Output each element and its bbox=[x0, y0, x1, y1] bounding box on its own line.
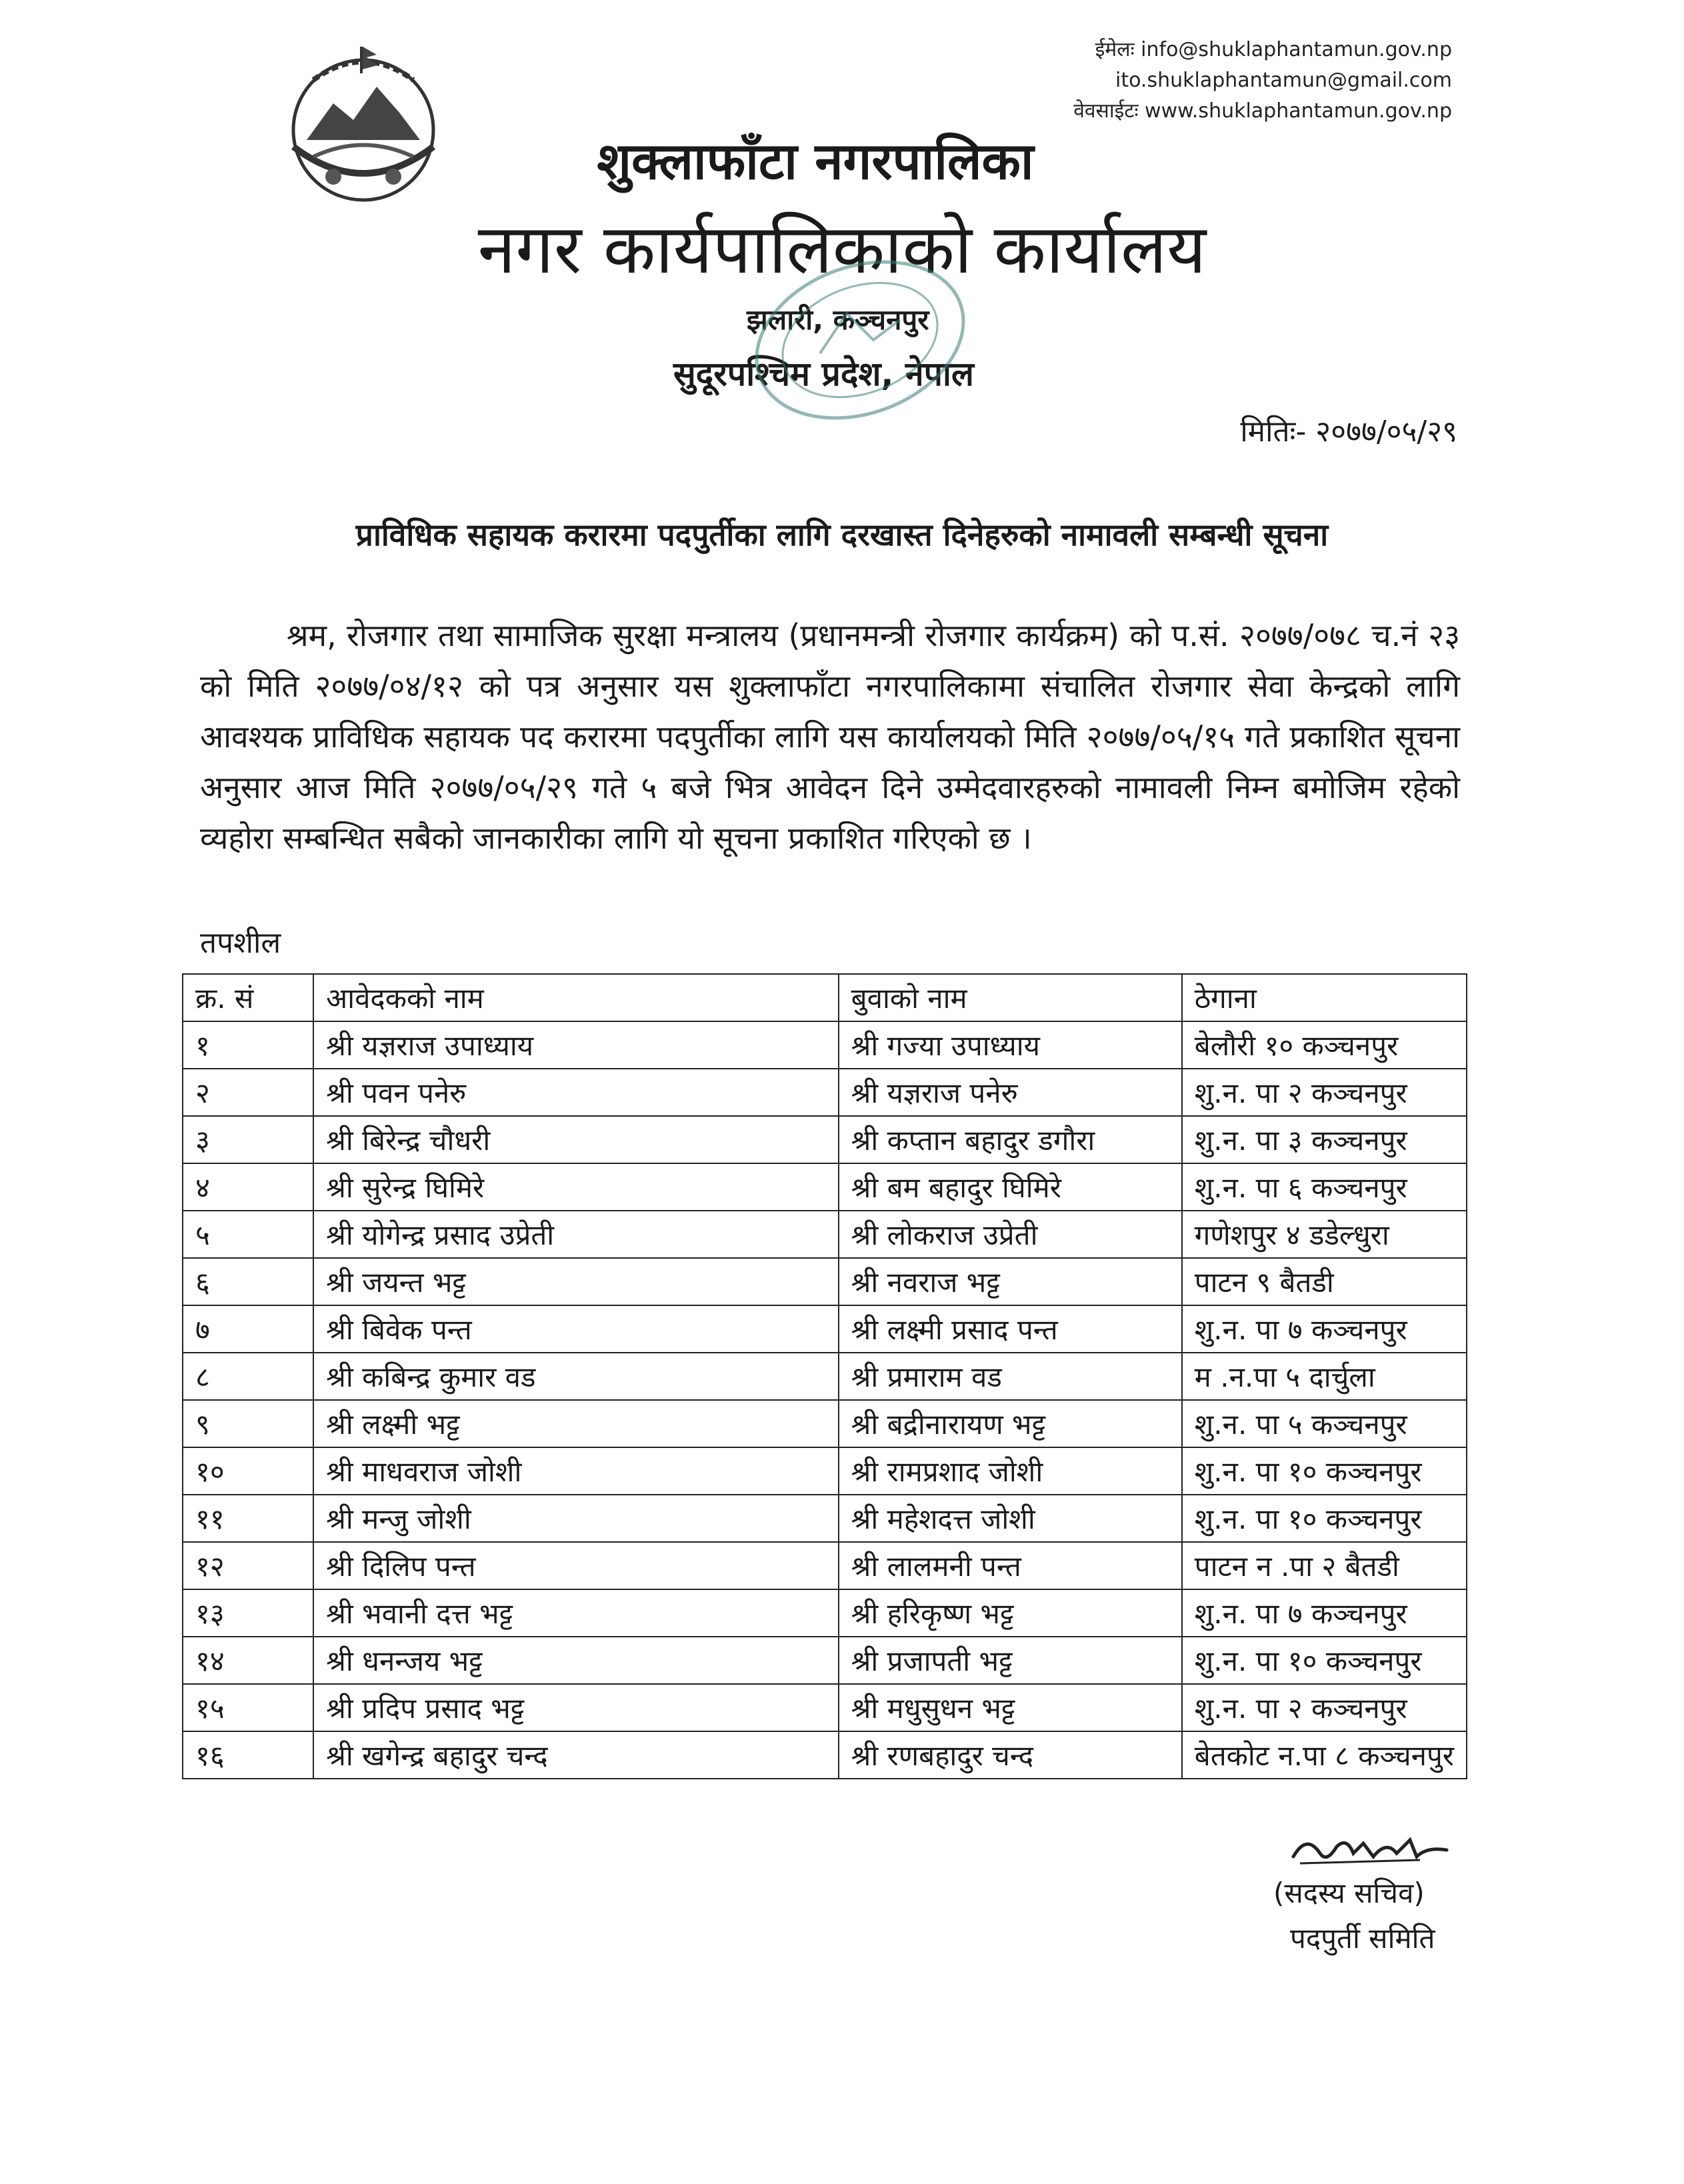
header-serial: क्र. सं bbox=[183, 974, 313, 1021]
office-title: नगर कार्यपालिकाको कार्यालय bbox=[477, 210, 1207, 289]
address-cell: म .न.पा ५ दार्चुला bbox=[1182, 1353, 1467, 1400]
serial-cell: १४ bbox=[183, 1637, 313, 1684]
serial-cell: ८ bbox=[183, 1353, 313, 1400]
applicant-cell: श्री माधवराज जोशी bbox=[313, 1447, 838, 1495]
applicant-cell: श्री बिवेक पन्त bbox=[313, 1305, 838, 1353]
serial-cell: २ bbox=[183, 1069, 313, 1116]
serial-cell: ९ bbox=[183, 1400, 313, 1447]
applicants-table bbox=[182, 973, 1467, 1779]
applicant-cell: श्री प्रदिप प्रसाद भट्ट bbox=[313, 1684, 838, 1731]
serial-cell: ६ bbox=[183, 1258, 313, 1305]
father-cell: श्री लोकराज उप्रेती bbox=[839, 1211, 1182, 1258]
father-cell: श्री हरिकृष्ण भट्ट bbox=[839, 1589, 1182, 1637]
table-row bbox=[183, 1637, 1467, 1684]
table-row bbox=[183, 1163, 1467, 1211]
table-row bbox=[183, 1589, 1467, 1637]
father-cell: श्री प्रमाराम वड bbox=[839, 1353, 1182, 1400]
table-row bbox=[183, 1116, 1467, 1163]
serial-cell: १५ bbox=[183, 1684, 313, 1731]
applicant-cell: श्री लक्ष्मी भट्ट bbox=[313, 1400, 838, 1447]
applicant-cell: श्री सुरेन्द्र घिमिरे bbox=[313, 1163, 838, 1211]
contact-block bbox=[1073, 35, 1452, 127]
notice-body: श्रम, रोजगार तथा सामाजिक सुरक्षा मन्त्रालय (प्रधानमन्त्री रोजगार कार्यक्रम) को प.सं. २०७७/०७८ च.नं २३ को मिति २०७७/०४/१२ को पत्र अनुसार यस शुक्लाफाँटा नगरपालिकामा संचालित रोजगार सेवा केन्द्रको लागि आवश्यक प्राविधिक सहायक पद करारमा पदपुर्तीका लागि यस कार्यालयको मिति २०७७/०५/१५ गते प्रकाशित सूचना अनुसार आज मिति २०७७/०५/२९ गते ५ बजे भित्र आवेदन दिने उम्मेदवारहरुको नामावली निम्न बमोजिम रहेको व्यहोरा सम्बन्धित सबैको जानकारीका लागि यो सूचना प्रकाशित गरिएको छ । bbox=[200, 617, 1460, 856]
address-cell: शु.न. पा ७ कञ्चनपुर bbox=[1182, 1305, 1467, 1353]
serial-cell: ३ bbox=[183, 1116, 313, 1163]
address-cell: शु.न. पा ६ कञ्चनपुर bbox=[1182, 1163, 1467, 1211]
serial-cell: १३ bbox=[183, 1589, 313, 1637]
notice-subject: प्राविधिक सहायक करारमा पदपुर्तीका लागि दरखास्त दिनेहरुको नामावली सम्बन्धी सूचना bbox=[355, 517, 1329, 553]
address-cell: शु.न. पा १० कञ्चनपुर bbox=[1182, 1637, 1467, 1684]
table-row bbox=[183, 1542, 1467, 1589]
applicant-cell: श्री धनन्जय भट्ट bbox=[313, 1637, 838, 1684]
address-cell: बेलौरी १० कञ्चनपुर bbox=[1182, 1021, 1467, 1069]
table-row bbox=[183, 1400, 1467, 1447]
municipality-title bbox=[0, 125, 1684, 194]
father-cell: श्री बम बहादुर घिमिरे bbox=[839, 1163, 1182, 1211]
serial-cell: ५ bbox=[183, 1211, 313, 1258]
father-cell: श्री गज्या उपाध्याय bbox=[839, 1021, 1182, 1069]
applicant-cell: श्री बिरेन्द्र चौधरी bbox=[313, 1116, 838, 1163]
table-row bbox=[183, 1258, 1467, 1305]
website-text: वेवसाईटः www.shuklaphantamun.gov.np bbox=[1073, 99, 1452, 123]
table-header-row bbox=[183, 974, 1467, 1021]
address-cell: पाटन न .पा २ बैतडी bbox=[1182, 1542, 1467, 1589]
serial-cell: १२ bbox=[183, 1542, 313, 1589]
address-cell: बेतकोट न.पा ८ कञ्चनपुर bbox=[1182, 1731, 1467, 1779]
address-cell: शु.न. पा ७ कञ्चनपुर bbox=[1182, 1589, 1467, 1637]
father-cell: श्री महेशदत्त जोशी bbox=[839, 1495, 1182, 1542]
address-cell: पाटन ९ बैतडी bbox=[1182, 1258, 1467, 1305]
address-cell: शु.न. पा २ कञ्चनपुर bbox=[1182, 1069, 1467, 1116]
applicant-cell: श्री मन्जु जोशी bbox=[313, 1495, 838, 1542]
header-address: ठेगाना bbox=[1182, 974, 1467, 1021]
table-row bbox=[183, 1731, 1467, 1779]
table-row bbox=[183, 1447, 1467, 1495]
serial-cell: ७ bbox=[183, 1305, 313, 1353]
signatory-title: (सदस्य सचिव) bbox=[1273, 1877, 1425, 1909]
applicant-cell: श्री भवानी दत्त भट्ट bbox=[313, 1589, 838, 1637]
father-cell: श्री लालमनी पन्त bbox=[839, 1542, 1182, 1589]
applicant-cell: श्री कबिन्द्र कुमार वड bbox=[313, 1353, 838, 1400]
table-row bbox=[183, 1069, 1467, 1116]
father-cell: श्री नवराज भट्ट bbox=[839, 1258, 1182, 1305]
table-row bbox=[183, 1305, 1467, 1353]
address-cell: शु.न. पा १० कञ्चनपुर bbox=[1182, 1447, 1467, 1495]
applicant-cell: श्री योगेन्द्र प्रसाद उप्रेती bbox=[313, 1211, 838, 1258]
applicant-cell: श्री खगेन्द्र बहादुर चन्द bbox=[313, 1731, 838, 1779]
header-applicant-name: आवेदकको नाम bbox=[313, 974, 838, 1021]
serial-cell: ११ bbox=[183, 1495, 313, 1542]
address-cell: शु.न. पा ५ कञ्चनपुर bbox=[1182, 1400, 1467, 1447]
table-row bbox=[183, 1021, 1467, 1069]
address-cell: शु.न. पा ३ कञ्चनपुर bbox=[1182, 1116, 1467, 1163]
email2-text: ito.shuklaphantamun@gmail.com bbox=[1115, 69, 1452, 92]
father-cell: श्री रणबहादुर चन्द bbox=[839, 1731, 1182, 1779]
serial-cell: १० bbox=[183, 1447, 313, 1495]
applicant-cell: श्री यज्ञराज उपाध्याय bbox=[313, 1021, 838, 1069]
table-row bbox=[183, 1211, 1467, 1258]
applicant-cell: श्री जयन्त भट्ट bbox=[313, 1258, 838, 1305]
municipality-name: शुक्लाफाँटा नगरपालिका bbox=[597, 131, 1034, 191]
applicant-cell: श्री दिलिप पन्त bbox=[313, 1542, 838, 1589]
father-cell: श्री बद्रीनारायण भट्ट bbox=[839, 1400, 1182, 1447]
father-cell: श्री प्रजापती भट्ट bbox=[839, 1637, 1182, 1684]
email-text: ईमेलः info@shuklaphantamun.gov.np bbox=[1095, 38, 1452, 61]
details-label: तपशील bbox=[200, 926, 281, 960]
serial-cell: ४ bbox=[183, 1163, 313, 1211]
father-cell: श्री कप्तान बहादुर डगौरा bbox=[839, 1116, 1182, 1163]
address-cell: गणेशपुर ४ डडेल्धुरा bbox=[1182, 1211, 1467, 1258]
office-stamp-icon bbox=[740, 253, 980, 427]
table-row bbox=[183, 1495, 1467, 1542]
province-text: सुदूरपश्चिम प्रदेश, नेपाल bbox=[673, 355, 974, 393]
committee-name: पदपुर्ती समिति bbox=[1290, 1922, 1435, 1955]
father-cell: श्री रामप्रशाद जोशी bbox=[839, 1447, 1182, 1495]
table-row bbox=[183, 1684, 1467, 1731]
address-cell: शु.न. पा १० कञ्चनपुर bbox=[1182, 1495, 1467, 1542]
father-cell: श्री यज्ञराज पनेरु bbox=[839, 1069, 1182, 1116]
address-text: झलारी, कञ्चनपुर bbox=[747, 303, 929, 336]
serial-cell: १ bbox=[183, 1021, 313, 1069]
table-row bbox=[183, 1353, 1467, 1400]
address-cell: शु.न. पा २ कञ्चनपुर bbox=[1182, 1684, 1467, 1731]
handwritten-signature-icon bbox=[1287, 1827, 1453, 1873]
header-father-name: बुवाको नाम bbox=[839, 974, 1182, 1021]
father-cell: श्री लक्ष्मी प्रसाद पन्त bbox=[839, 1305, 1182, 1353]
serial-cell: १६ bbox=[183, 1731, 313, 1779]
father-cell: श्री मधुसुधन भट्ट bbox=[839, 1684, 1182, 1731]
applicant-cell: श्री पवन पनेरु bbox=[313, 1069, 838, 1116]
date-text: मितिः- २०७७/०५/२९ bbox=[1240, 415, 1457, 449]
